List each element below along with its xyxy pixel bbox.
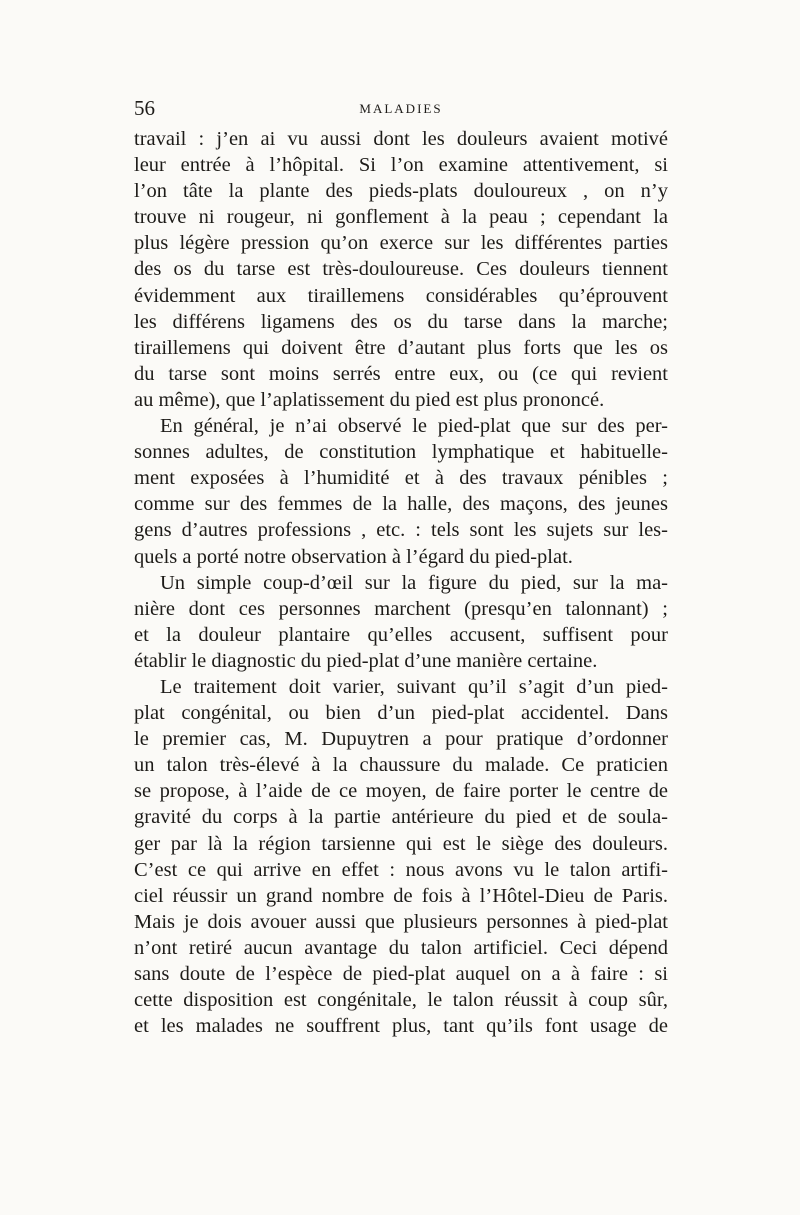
text-line: travail : j’en ai vu aussi dont les douleurs avaient motivé xyxy=(134,128,668,150)
paragraph xyxy=(134,126,668,413)
text-line: au même), que l’aplatissement du pied est plus prononcé. xyxy=(134,388,605,411)
text-line: ger par là la région tarsienne qui est le siège des douleurs. xyxy=(134,832,668,855)
text-line: ciel réussir un grand nombre de fois à l’Hôtel-Dieu de Paris. xyxy=(134,884,668,907)
page-header xyxy=(134,96,668,126)
text-line: comme sur des femmes de la halle, des maçons, des jeunes xyxy=(134,493,668,516)
text-line: En général, je n’ai observé le pied-plat que sur des per- xyxy=(160,415,668,438)
text-line: cette disposition est congénitale, le talon réussit à coup sûr, xyxy=(134,989,668,1012)
paragraph xyxy=(134,674,668,1039)
text-line: plus légère pression qu’on exerce sur les différentes parties xyxy=(134,232,668,255)
text-line: n’ont retiré aucun avantage du talon artificiel. Ceci dépend xyxy=(134,936,668,959)
text-line: nière dont ces personnes marchent (presqu’en talonnant) ; xyxy=(134,597,668,620)
text-line: plat congénital, ou bien d’un pied-plat accidentel. Dans xyxy=(134,702,668,725)
text-line: sonnes adultes, de constitution lymphatique et habituelle- xyxy=(134,441,668,464)
text-line: tiraillemens qui doivent être d’autant plus forts que les os xyxy=(134,336,668,359)
text-line: trouve ni rougeur, ni gonflement à la peau ; cependant la xyxy=(134,206,668,229)
text-line: un talon très-élevé à la chaussure du malade. Ce praticien xyxy=(134,754,668,777)
text-line: et les malades ne souffrent plus, tant qu’ils font usage de xyxy=(134,1015,668,1038)
text-line: C’est ce qui arrive en effet : nous avons vu le talon artifi- xyxy=(134,858,668,881)
text-line: gravité du corps à la partie antérieure du pied et de soula- xyxy=(134,806,668,829)
text-line: Mais je dois avouer aussi que plusieurs personnes à pied-plat xyxy=(134,910,668,933)
text-line: quels a porté notre observation à l’égard du pied-plat. xyxy=(134,545,573,568)
text-line: établir le diagnostic du pied-plat d’une manière certaine. xyxy=(134,649,598,672)
text-line: les différens ligamens des os du tarse dans la marche; xyxy=(134,310,668,333)
paragraph xyxy=(134,570,668,674)
body-text xyxy=(134,126,668,1039)
paragraph xyxy=(134,413,668,570)
text-line: se propose, à l’aide de ce moyen, de faire porter le centre de xyxy=(134,780,668,803)
book-page xyxy=(134,0,668,1215)
text-line: Le traitement doit varier, suivant qu’il s’agit d’un pied- xyxy=(160,675,668,698)
text-line: gens d’autres professions , etc. : tels sont les sujets sur les- xyxy=(134,519,668,542)
text-line: sans doute de l’espèce de pied-plat auquel on a à faire : si xyxy=(134,963,668,985)
text-line: Un simple coup-d’œil sur la figure du pied, sur la ma- xyxy=(160,571,668,594)
page-number: 56 xyxy=(134,96,155,120)
running-title: MALADIES xyxy=(359,101,443,116)
text-line: ment exposées à l’humidité et à des travaux pénibles ; xyxy=(134,467,668,490)
text-line: évidemment aux tiraillemens considérables qu’éprouvent xyxy=(134,284,668,307)
text-line: le premier cas, M. Dupuytren a pour pratique d’ordonner xyxy=(134,728,668,751)
text-line: du tarse sont moins serrés entre eux, ou (ce qui revient xyxy=(134,362,668,385)
text-line: et la douleur plantaire qu’elles accusent, suffisent pour xyxy=(134,623,668,646)
text-line: l’on tâte la plante des pieds-plats douloureux , on n’y xyxy=(134,180,668,203)
text-line: des os du tarse est très-douloureuse. Ces douleurs tiennent xyxy=(134,258,668,281)
text-line: leur entrée à l’hôpital. Si l’on examine attentivement, si xyxy=(134,154,668,177)
